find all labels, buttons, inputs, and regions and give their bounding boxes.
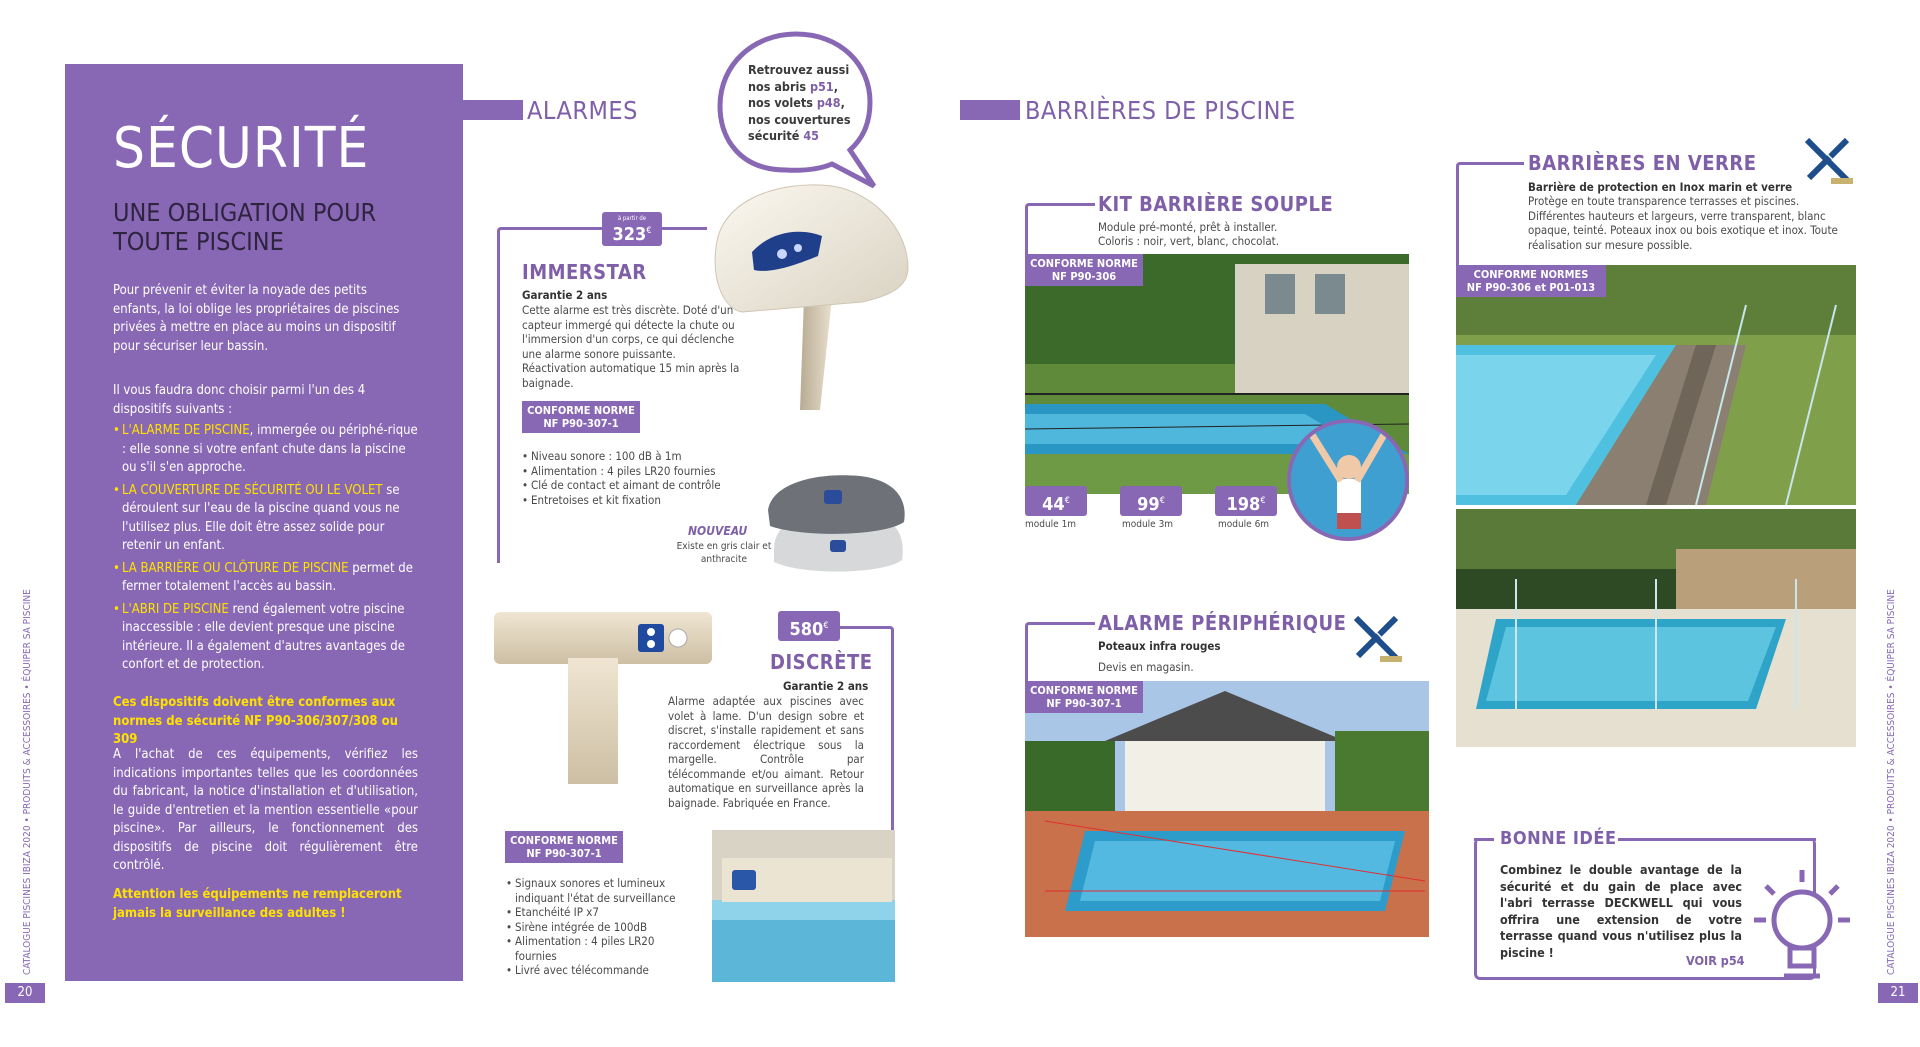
speech-bubble: [716, 30, 882, 190]
discrete-price-badge: 580€: [778, 611, 840, 641]
peri-photo: [1025, 681, 1429, 937]
kit-title: KIT BARRIÈRE SOUPLE: [1098, 192, 1334, 216]
list-item: • Clé de contact et aimant de contrôle: [522, 478, 762, 493]
new-label: NOUVEAU: [688, 524, 748, 538]
barrieres-bar: [960, 100, 1020, 120]
kit-desc-2: Coloris : noir, vert, blanc, chocolat.: [1098, 234, 1280, 248]
purchase-note: A l'achat de ces équipements, vérifiez les indications importantes telles que les coordonnées du fabricant, la notice d'installation et d'utilisation, le guide d'entretien et la mention essentielle «pour piscine». Par ailleurs, le fonctionnement des dispositifs de piscine doit régulièrement être contrôlé.: [113, 747, 418, 873]
verre-norm-badge: CONFORME NORMES NF P90-306 et P01-013: [1456, 265, 1606, 297]
peri-norm-badge: CONFORME NORME NF P90-307-1: [1025, 681, 1143, 713]
list-item: • Livré avec télécommande: [506, 963, 696, 978]
panel-subtitle: UNE OBLIGATION POUR TOUTE PISCINE: [113, 198, 377, 256]
bubble-text: Retrouvez aussi nos abris p51, nos volets p48, nos couvertures sécurité 45: [748, 62, 851, 143]
immerstar-image: [712, 178, 912, 414]
discrete-description: Alarme adaptée aux piscines avec volet à lame. D'un design sobre et discret, s'installe rapidement et sans raccordement électrique sous la margelle. Contrôle par télécommande et/ou aimant. Retour automatique en surveillance après la baignade. Fabriquée en France.: [668, 694, 864, 810]
norms-note: Ces dispositifs doivent être conformes aux normes de sécurité NF P90-306/307/308 ou 309: [113, 695, 398, 747]
kit-frame: [1025, 203, 1095, 255]
kit-price-6m: 198€: [1215, 486, 1277, 516]
verre-subtitle: Barrière de protection en Inox marin et verre: [1528, 180, 1793, 194]
panel-title: SÉCURITÉ: [113, 116, 370, 181]
lightbulb-icon: [1754, 868, 1850, 988]
immerstar-bullets: [522, 449, 762, 507]
device-list: [113, 422, 423, 679]
new-description: Existe en gris clair et anthracite: [676, 541, 772, 565]
kit-child-circle: [1287, 419, 1409, 541]
peri-subtitle: Poteaux infra rouges: [1098, 639, 1221, 653]
warning-note: Attention les équipements ne remplaceront jamais la surveillance des adultes !: [113, 887, 402, 921]
bonne-idee-link[interactable]: VOIR p54: [1686, 953, 1745, 968]
tools-icon: [1350, 612, 1404, 666]
panel-choose: Il vous faudra donc choisir parmi l'un des 4 dispositifs suivants :: [113, 383, 366, 417]
immerstar-price-badge: à partir de 323€: [602, 212, 662, 246]
side-label-right: CATALOGUE PISCINES IBIZA 2020 • PRODUITS & ACCESSOIRES • ÉQUIPER SA PISCINE: [1886, 589, 1897, 975]
discrete-pool-photo: [712, 830, 895, 982]
kit-desc-1: Module pré-monté, prêt à installer.: [1098, 220, 1278, 234]
list-item: • LA BARRIÈRE OU CLÔTURE DE PISCINE permet de fermer totalement l'accès au bassin.: [113, 560, 423, 597]
discrete-bullets: [506, 876, 696, 978]
discrete-guarantee: Garantie 2 ans: [783, 679, 869, 693]
page-number-right: 21: [1878, 983, 1918, 1003]
verre-tools-icon: [1801, 134, 1855, 188]
list-item: • L'ABRI DE PISCINE rend également votre piscine inaccessible : elle devient presque une piscine intérieure. Il a également d'autres avantages de confort et de protection.: [113, 601, 423, 675]
kit-price-3m-label: module 3m: [1122, 519, 1174, 530]
discrete-title: DISCRÈTE: [770, 650, 873, 674]
list-item: • Etanchéité IP x7: [506, 905, 696, 920]
bonne-idee-top-line: [1474, 838, 1494, 841]
bonne-idee-title: BONNE IDÉE: [1500, 828, 1617, 849]
kit-norm-badge: CONFORME NORME NF P90-306: [1025, 254, 1143, 286]
immerstar-norm-badge: CONFORME NORME NF P90-307-1: [522, 401, 640, 433]
list-item: • Alimentation : 4 piles LR20 fournies: [522, 464, 762, 479]
kit-price-1m: 44€: [1025, 486, 1087, 516]
immerstar-description: Cette alarme est très discrète. Doté d'un capteur immergé qui détecte la chute ou l'immersion d'un corps, ce qui déclenche une alarme sonore puissante. Réactivation automatique 15 min après la baignade.: [522, 303, 740, 390]
side-label-left: CATALOGUE PISCINES IBIZA 2020 • PRODUITS & ACCESSOIRES • ÉQUIPER SA PISCINE: [22, 589, 33, 975]
kit-price-3m: 99€: [1120, 486, 1182, 516]
page-number-left: 20: [5, 983, 45, 1003]
immerstar-title: IMMERSTAR: [522, 260, 647, 284]
immerstar-guarantee: Garantie 2 ans: [522, 288, 608, 302]
kit-price-1m-label: module 1m: [1025, 519, 1077, 530]
verre-photo-2: [1456, 509, 1856, 747]
peri-title: ALARME PÉRIPHÉRIQUE: [1098, 611, 1347, 635]
immerstar-grey-image: [764, 470, 914, 580]
alarmes-title: ALARMES: [527, 96, 638, 125]
security-panel: [65, 64, 463, 981]
peri-desc: Devis en magasin.: [1098, 660, 1194, 674]
list-item: • Signaux sonores et lumineux indiquant l'état de surveillance: [506, 876, 696, 905]
list-item: • LA COUVERTURE DE SÉCURITÉ OU LE VOLET se déroulent sur l'eau de la piscine quand vous ne l'utilisez plus. Elle doit être assez solide pour retenir un enfant.: [113, 482, 423, 556]
barrieres-title: BARRIÈRES DE PISCINE: [1025, 96, 1296, 125]
list-item: • Entretoises et kit fixation: [522, 493, 762, 508]
verre-photo-1: [1456, 265, 1856, 505]
list-item: • Alimentation : 4 piles LR20 fournies: [506, 934, 696, 963]
bonne-idee-top-line-2: [1618, 838, 1816, 841]
alarmes-bar: [463, 100, 523, 120]
bonne-idee-text: Combinez le double avantage de la sécurité et du gain de place avec l'abri terrasse DECKWELL qui vous offrira une extension de votre terrasse quand vous n'utilisez plus la piscine !: [1500, 862, 1742, 960]
list-item: • Niveau sonore : 100 dB à 1m: [522, 449, 762, 464]
peri-frame: [1025, 622, 1095, 682]
verre-desc: Protège en toute transparence terrasses et piscines. Différentes hauteurs et largeurs, verre transparent, blanc opaque, teinté. Poteaux inox ou bois exotique et inox. Toute réalisation sur mesure possible.: [1528, 194, 1838, 252]
verre-frame: [1456, 162, 1524, 266]
kit-price-6m-label: module 6m: [1218, 519, 1270, 530]
verre-title: BARRIÈRES EN VERRE: [1528, 151, 1757, 175]
list-item: • Sirène intégrée de 100dB: [506, 920, 696, 935]
list-item: • L'ALARME DE PISCINE, immergée ou périphé-rique : elle sonne si votre enfant chute dans la piscine ou s'il s'en approche.: [113, 422, 423, 478]
discrete-norm-badge: CONFORME NORME NF P90-307-1: [505, 831, 623, 863]
panel-intro: Pour prévenir et éviter la noyade des petits enfants, la loi oblige les propriétaires de piscines privées à mettre en place au moins un dispositif pour sécuriser leur bassin.: [113, 283, 400, 354]
